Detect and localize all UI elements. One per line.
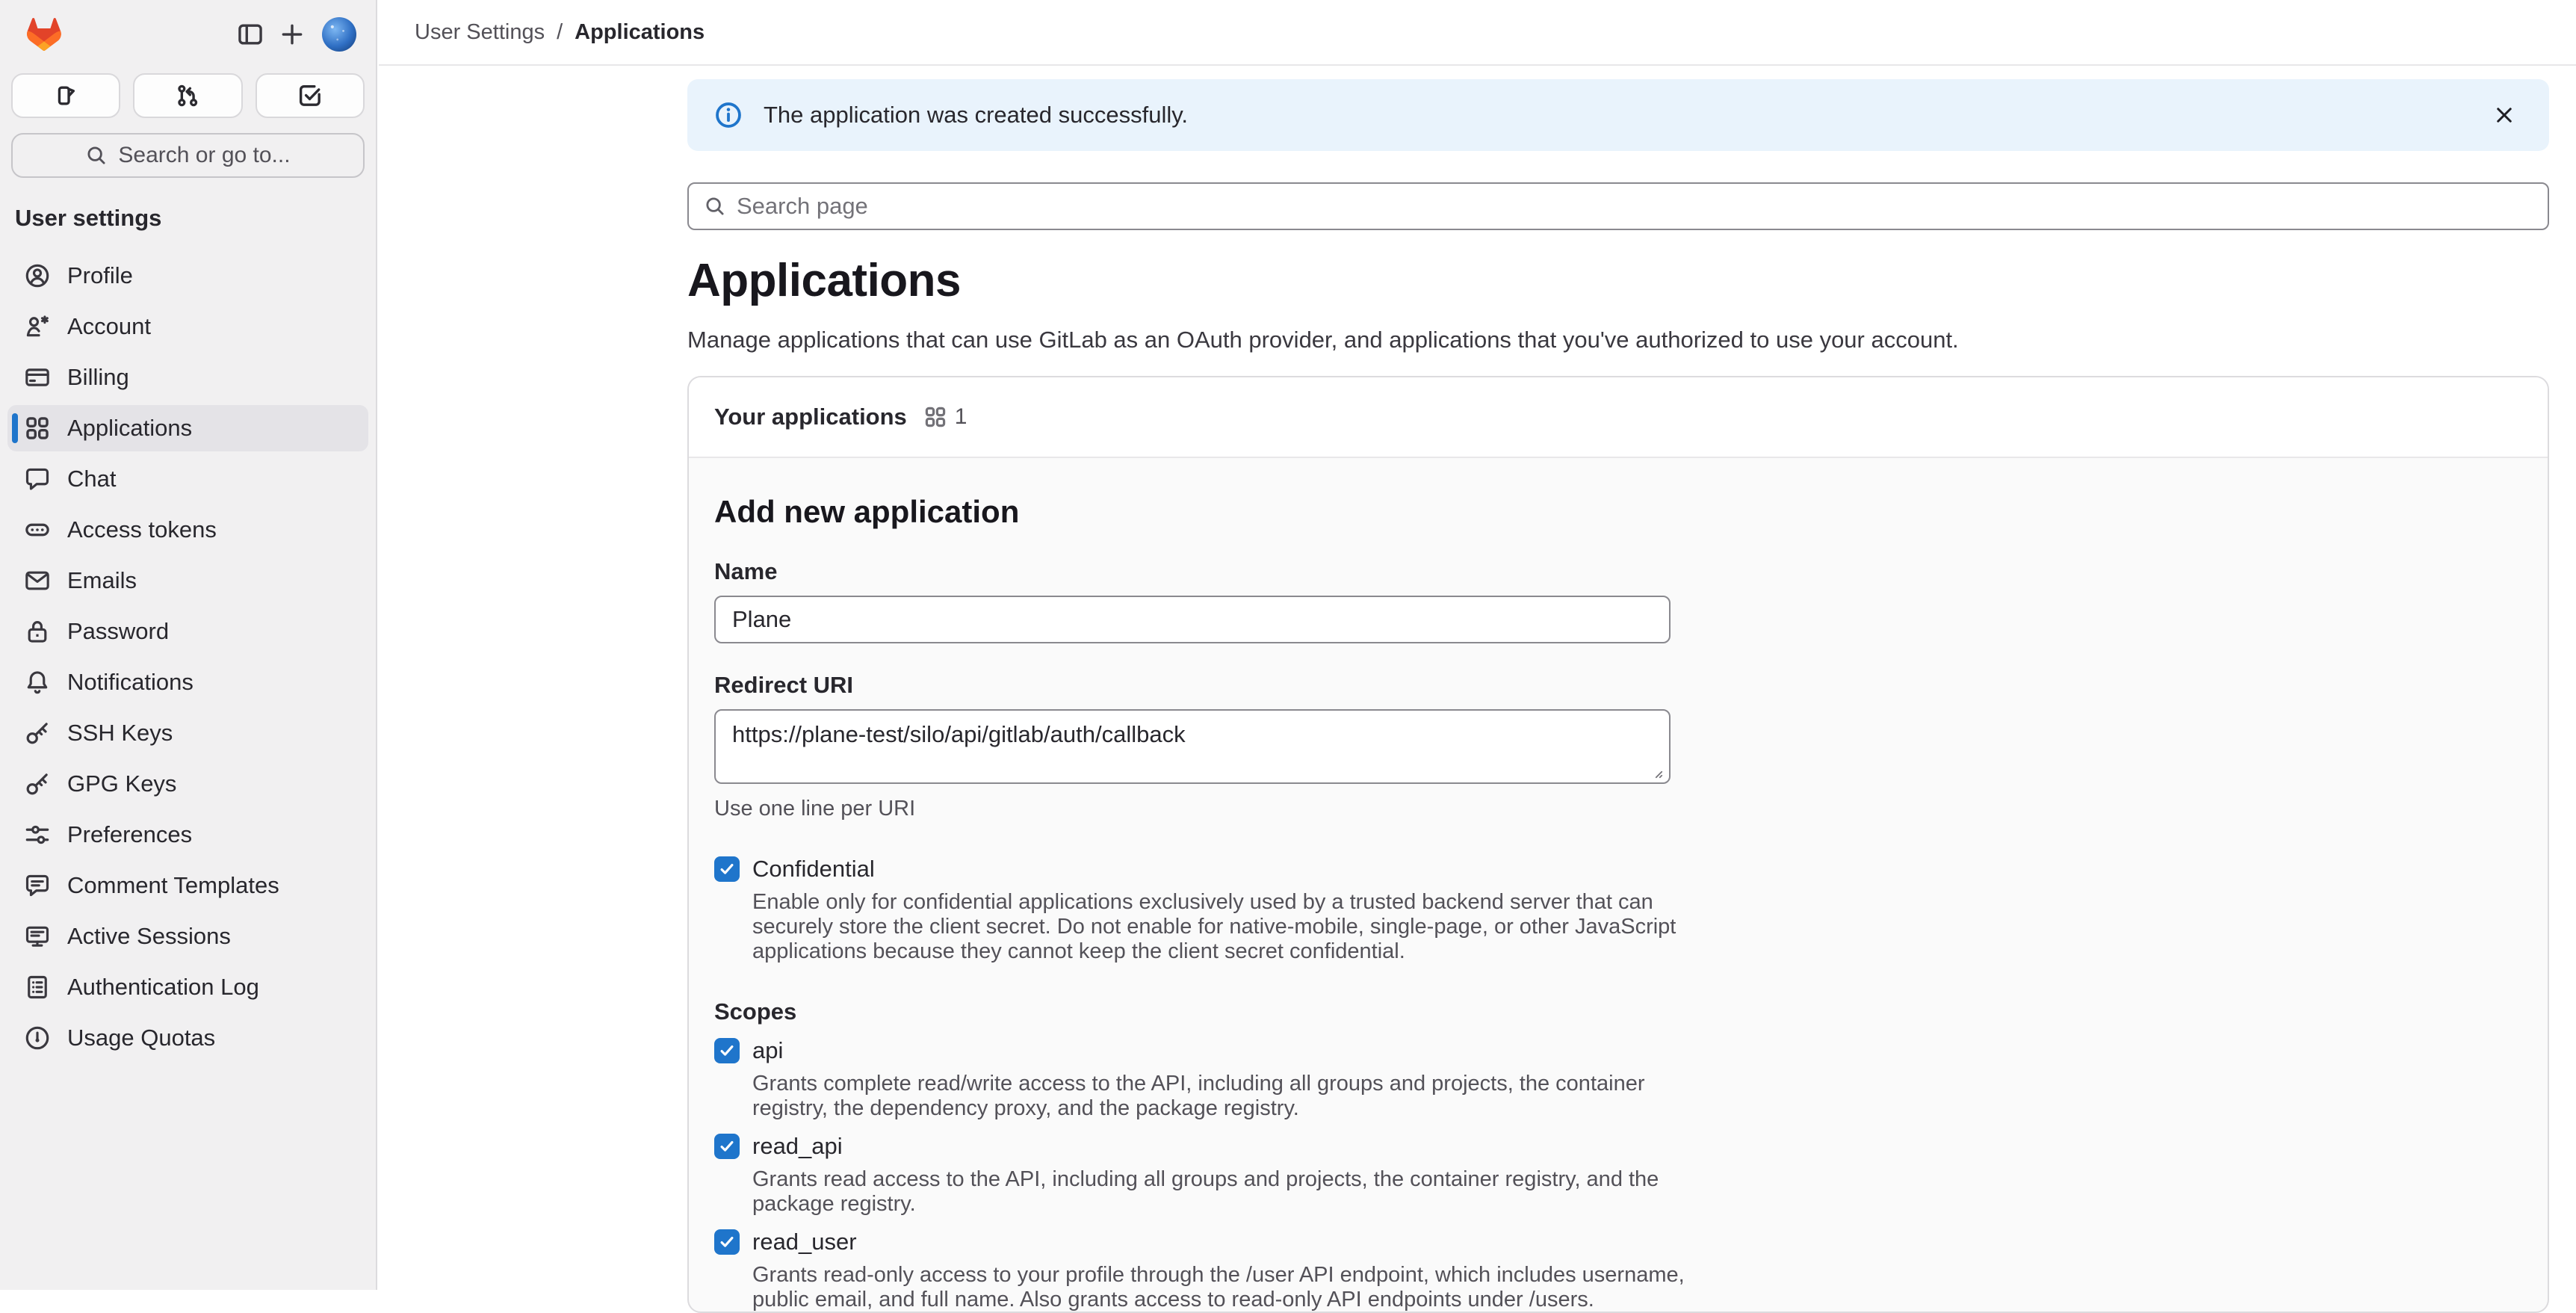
sidebar-title: User settings <box>15 205 162 231</box>
create-new-button[interactable] <box>271 13 313 55</box>
card-title: Your applications <box>714 404 907 430</box>
scope-read-api-description: Grants read access to the API, including all groups and projects, the container registry, and the package registry. <box>752 1167 1659 1216</box>
redirect-uri-label: Redirect URI <box>714 672 854 698</box>
sidebar-item-label: Preferences <box>67 821 193 847</box>
name-input[interactable] <box>714 596 1671 643</box>
sidebar-menu <box>0 253 376 1061</box>
sliders-icon <box>24 821 51 848</box>
scope-read-api-checkbox[interactable] <box>714 1134 740 1159</box>
scope-read-api-row <box>714 1133 2522 1160</box>
content-header <box>379 0 2576 66</box>
sidebar <box>0 0 377 1290</box>
name-label: Name <box>714 558 778 584</box>
sidebar-item-applications[interactable] <box>7 405 368 451</box>
sidebar-item-ssh-keys[interactable] <box>7 710 368 756</box>
scope-read-user-label[interactable]: read_user <box>752 1229 857 1255</box>
card-body <box>689 458 2548 1312</box>
gitlab-logo <box>27 18 61 51</box>
plus-icon <box>279 21 306 48</box>
scope-read-api-label[interactable]: read_api <box>752 1133 843 1159</box>
scope-api-description: Grants complete read/write access to the API, including all groups and projects, the container registry, the dependency proxy, and the package registry. <box>752 1072 1645 1120</box>
account-gear-icon <box>24 313 51 340</box>
sidebar-toggle-button[interactable] <box>229 13 271 55</box>
scope-read-user-checkbox[interactable] <box>714 1229 740 1255</box>
key-icon <box>24 720 51 747</box>
applications-count: 1 <box>954 404 967 429</box>
monitor-icon <box>24 923 51 950</box>
confidential-row <box>714 856 2522 883</box>
sidebar-item-label: Profile <box>67 262 133 288</box>
sidebar-item-authentication-log[interactable] <box>7 964 368 1010</box>
user-avatar[interactable] <box>322 17 356 52</box>
search-icon <box>85 144 108 167</box>
sidebar-item-gpg-keys[interactable] <box>7 761 368 807</box>
sidebar-item-label: GPG Keys <box>67 770 177 797</box>
sidebar-item-label: Access tokens <box>67 516 217 543</box>
merge-request-icon <box>174 82 201 109</box>
card-header <box>689 377 2548 458</box>
page-title: Applications <box>687 255 962 306</box>
sidebar-item-label: Applications <box>67 415 193 441</box>
pinned-shortcuts <box>11 73 365 118</box>
sidebar-item-active-sessions[interactable] <box>7 913 368 960</box>
gauge-icon <box>24 1025 51 1051</box>
key-icon <box>24 770 51 797</box>
sidebar-item-label: Active Sessions <box>67 923 231 949</box>
user-icon <box>24 262 51 289</box>
sidebar-item-label: Billing <box>67 364 129 390</box>
sidebar-item-label: Chat <box>67 466 117 492</box>
breadcrumb-separator: / <box>557 19 563 44</box>
active-indicator <box>12 413 18 443</box>
todo-shortcut-button[interactable] <box>256 73 365 118</box>
redirect-uri-textarea[interactable] <box>714 709 1671 784</box>
sidebar-item-access-tokens[interactable] <box>7 507 368 553</box>
scope-read-user-description: Grants read-only access to your profile through the /user API endpoint, which includes username, public email, and full name. Also grants access to read-only API endpoints under /users. <box>752 1263 1685 1312</box>
sidebar-item-usage-quotas[interactable] <box>7 1015 368 1061</box>
page-description: Manage applications that can use GitLab as an OAuth provider, and applications that you've authorized to use your account. <box>687 327 1959 353</box>
sidebar-item-profile[interactable] <box>7 253 368 299</box>
grid-icon <box>923 405 947 429</box>
issues-shortcut-button[interactable] <box>11 73 120 118</box>
sidebar-item-label: Authentication Log <box>67 974 259 1000</box>
comment-template-icon <box>24 872 51 899</box>
sidebar-item-password[interactable] <box>7 608 368 655</box>
info-icon <box>714 101 743 129</box>
sidebar-item-label: Notifications <box>67 669 193 695</box>
scope-api-checkbox[interactable] <box>714 1038 740 1063</box>
alert-close-button[interactable] <box>2488 99 2521 132</box>
page-search-input[interactable] <box>737 193 2533 220</box>
chat-bubble-icon <box>24 466 51 492</box>
token-icon <box>24 516 51 543</box>
confidential-checkbox[interactable] <box>714 856 740 882</box>
envelope-icon <box>24 567 51 594</box>
sidebar-item-label: Usage Quotas <box>67 1025 216 1051</box>
scope-api-label[interactable]: api <box>752 1037 784 1063</box>
sidebar-toggle-icon <box>237 21 264 48</box>
grid-icon <box>24 415 51 442</box>
sidebar-item-notifications[interactable] <box>7 659 368 705</box>
search-icon <box>704 195 726 217</box>
main-content <box>687 67 2549 1313</box>
sidebar-item-label: Password <box>67 618 170 644</box>
sidebar-item-preferences[interactable] <box>7 812 368 858</box>
alert-message: The application was created successfully. <box>764 102 1189 128</box>
sidebar-item-billing[interactable] <box>7 354 368 401</box>
applications-count-badge <box>923 404 967 430</box>
log-icon <box>24 974 51 1001</box>
global-search-placeholder: Search or go to... <box>118 143 291 167</box>
sidebar-item-emails[interactable] <box>7 557 368 604</box>
page-search-box <box>687 182 2549 230</box>
sidebar-top-bar <box>0 0 376 69</box>
applications-card <box>687 376 2549 1313</box>
section-title: Add new application <box>714 494 1020 529</box>
scope-read-user-row <box>714 1229 2522 1255</box>
credit-card-icon <box>24 364 51 391</box>
redirect-uri-help: Use one line per URI <box>714 797 916 821</box>
confidential-label[interactable]: Confidential <box>752 856 875 882</box>
sidebar-item-label: SSH Keys <box>67 720 173 746</box>
breadcrumb-user-settings[interactable]: User Settings <box>415 19 545 44</box>
scopes-label: Scopes <box>714 998 797 1025</box>
sidebar-item-comment-templates[interactable] <box>7 862 368 909</box>
global-search-box[interactable] <box>11 133 365 178</box>
scope-api-row <box>714 1037 2522 1064</box>
sidebar-item-label: Comment Templates <box>67 872 279 898</box>
bell-icon <box>24 669 51 696</box>
lock-icon <box>24 618 51 645</box>
merge-requests-shortcut-button[interactable] <box>133 73 242 118</box>
close-icon <box>2493 104 2515 126</box>
confidential-description: Enable only for confidential applications exclusively used by a trusted backend server that can securely store the client secret. Do not enable for native-mobile, single-page, or other JavaScript applications because they cannot keep the client secret confidential. <box>752 890 1676 963</box>
sidebar-item-label: Account <box>67 313 152 339</box>
issues-icon <box>52 82 79 109</box>
sidebar-item-label: Emails <box>67 567 137 593</box>
resize-handle-icon[interactable] <box>1650 765 1665 780</box>
breadcrumb-current: Applications <box>575 19 705 44</box>
info-alert <box>687 79 2549 151</box>
sidebar-item-chat[interactable] <box>7 456 368 502</box>
redirect-uri-field <box>714 709 1671 788</box>
todo-check-icon <box>297 82 323 109</box>
sidebar-item-account[interactable] <box>7 303 368 350</box>
